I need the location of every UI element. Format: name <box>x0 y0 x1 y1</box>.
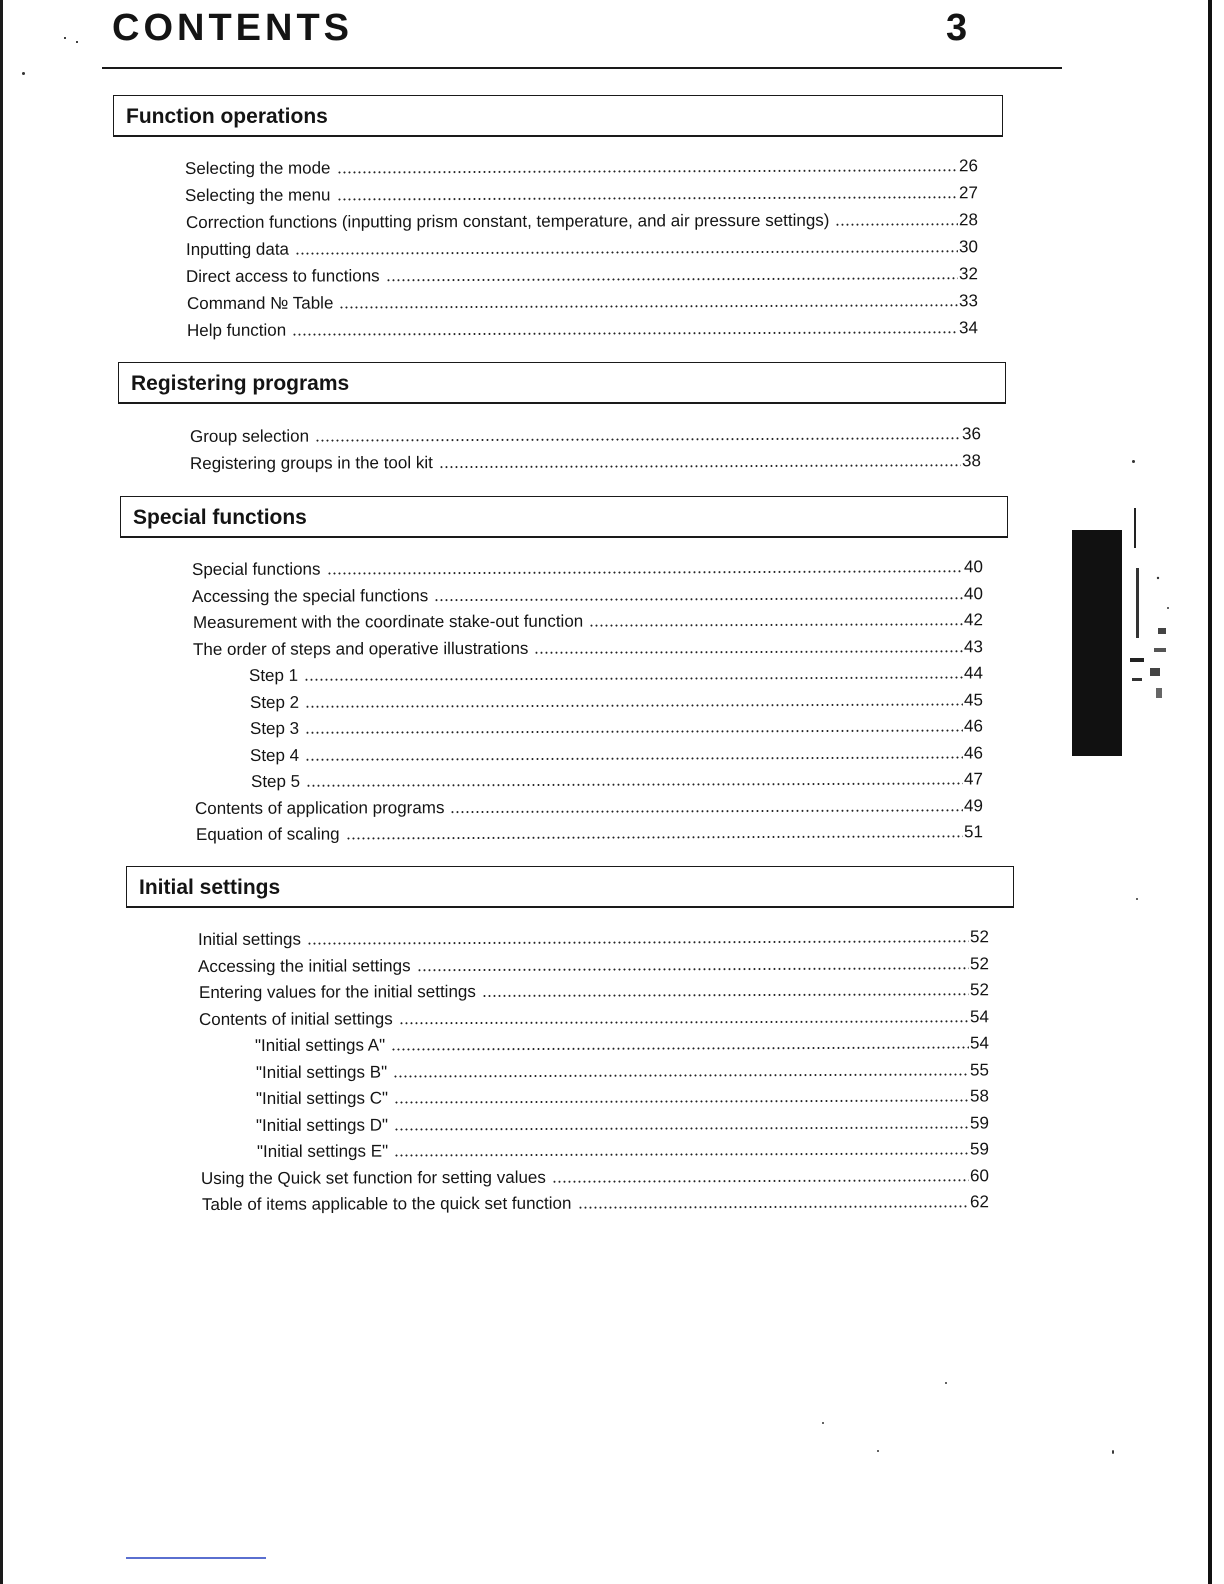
section-thumb-tab <box>1072 530 1122 756</box>
toc-entry-page: 62 <box>969 1192 989 1212</box>
toc-entry-label: Help function <box>186 320 287 340</box>
scan-speck <box>22 72 25 75</box>
toc-entry[interactable] <box>198 924 989 951</box>
toc-entry-page: 33 <box>958 291 978 311</box>
toc-entry[interactable] <box>255 1030 989 1057</box>
toc-entry-label: Command № Table <box>186 293 334 313</box>
toc-entry-page: 34 <box>958 318 978 338</box>
toc-entry-label: Table of items applicable to the quick set function <box>201 1193 572 1214</box>
toc-entry-label: "Initial settings A" <box>254 1035 386 1055</box>
toc-entry-label: Correction functions (inputting prism constant, temperature, and air pressure settings) <box>185 210 830 233</box>
toc-entry[interactable] <box>256 1110 989 1137</box>
toc-entry[interactable] <box>192 581 983 608</box>
toc-entry-label: Step 5 <box>250 771 301 791</box>
section-header <box>126 866 1014 908</box>
toc-entry-label: "Initial settings E" <box>256 1141 389 1161</box>
toc-entry-label: Measurement with the coordinate stake-out function <box>192 611 584 632</box>
dot-leader <box>439 464 961 468</box>
dot-leader <box>552 1179 969 1182</box>
toc-entry-page: 58 <box>970 1086 989 1106</box>
toc-entry-label: Group selection <box>189 426 310 446</box>
toc-entry[interactable] <box>251 766 983 793</box>
header-rule <box>102 67 1062 69</box>
toc-entry[interactable] <box>186 234 978 261</box>
toc-entry-page: 36 <box>961 424 981 444</box>
dot-leader <box>337 169 959 173</box>
footer-mark <box>126 1557 266 1559</box>
toc-entry-page: 52 <box>969 954 989 974</box>
scan-speck <box>1132 460 1135 463</box>
toc-entry-page: 30 <box>958 237 978 257</box>
dot-leader <box>391 1047 969 1051</box>
toc-entry-page: 27 <box>958 183 978 203</box>
dot-leader <box>450 809 963 813</box>
toc-entry-page: 46 <box>964 716 983 736</box>
dot-leader <box>295 250 958 254</box>
toc-entry[interactable] <box>256 1083 989 1110</box>
toc-entry[interactable] <box>250 687 983 714</box>
scan-speck <box>822 1422 824 1424</box>
dot-leader <box>394 1100 969 1104</box>
toc-entry-page: 45 <box>964 690 983 710</box>
toc-entry-label: Contents of initial settings <box>198 1009 393 1029</box>
toc-entry[interactable] <box>199 977 989 1004</box>
dot-leader <box>434 597 963 601</box>
toc-entry[interactable] <box>257 1136 989 1163</box>
dot-leader <box>482 993 969 997</box>
toc-entry-page: 46 <box>964 743 983 763</box>
toc-entry[interactable] <box>193 607 983 634</box>
toc-entry-page: 47 <box>964 769 983 789</box>
scan-speck <box>1112 1450 1114 1454</box>
toc-entry-label: "Initial settings C" <box>255 1088 389 1108</box>
section-title: Initial settings <box>139 876 281 899</box>
scan-edge-right <box>1208 0 1212 1584</box>
dot-leader <box>339 304 958 308</box>
scan-speck <box>945 1382 947 1384</box>
toc-entry-label: Step 1 <box>248 665 299 685</box>
toc-entry[interactable] <box>199 1004 989 1031</box>
toc-entry-page: 52 <box>969 980 989 1000</box>
toc-entry-page: 42 <box>963 610 983 630</box>
toc-entry-label: Inputting data <box>185 239 290 259</box>
toc-entry[interactable] <box>190 421 981 448</box>
toc-entry-label: Equation of scaling <box>195 824 340 844</box>
toc-entry-page: 55 <box>970 1060 989 1080</box>
page-title: CONTENTS <box>112 7 353 49</box>
toc-entry[interactable] <box>250 740 983 767</box>
toc-entry[interactable] <box>185 153 978 180</box>
toc-entry[interactable] <box>185 180 978 207</box>
toc-entry-label: Using the Quick set function for setting values <box>200 1167 546 1188</box>
dot-leader <box>417 967 969 971</box>
dot-leader <box>399 1020 969 1024</box>
toc-entry-page: 52 <box>969 927 989 947</box>
toc-entry-page: 40 <box>963 557 983 577</box>
dot-leader <box>394 1127 969 1131</box>
scan-edge-left <box>0 0 3 1584</box>
toc-entry-label: Initial settings <box>197 929 301 949</box>
toc-entry-label: "Initial settings B" <box>255 1062 388 1082</box>
toc-entry[interactable] <box>195 793 983 820</box>
toc-entry-page: 32 <box>958 264 978 284</box>
toc-entry-page: 43 <box>963 637 983 657</box>
section-header <box>113 95 1003 137</box>
toc-entry-label: Registering groups in the tool kit <box>189 453 433 473</box>
dot-leader <box>577 1205 969 1208</box>
dot-leader <box>292 331 958 335</box>
scan-mark: · <box>62 27 68 47</box>
toc-entry-label: Entering values for the initial settings <box>198 982 476 1002</box>
toc-entry[interactable] <box>190 448 981 475</box>
section-title: Special functions <box>133 506 307 529</box>
toc-entry[interactable] <box>201 1163 989 1190</box>
dot-leader <box>305 704 963 708</box>
toc-entry-label: "Initial settings D" <box>255 1115 389 1135</box>
toc-entry-page: 38 <box>961 451 981 471</box>
section-title: Function operations <box>126 105 328 128</box>
toc-entry-label: The order of steps and operative illustrations <box>192 638 529 659</box>
section-title: Registering programs <box>131 372 350 395</box>
dot-leader <box>305 757 963 761</box>
dot-leader <box>307 940 969 944</box>
toc-entry-label: Step 4 <box>249 745 300 765</box>
scan-noise <box>1128 508 1178 738</box>
dot-leader <box>589 623 963 626</box>
toc-entry-page: 28 <box>958 210 978 230</box>
section-header <box>120 496 1008 538</box>
dot-leader <box>534 650 963 654</box>
dot-leader <box>306 783 963 787</box>
dot-leader <box>315 437 961 441</box>
scan-mark: · <box>74 31 80 51</box>
dot-leader <box>346 835 963 839</box>
toc-entry-label: Contents of application programs <box>194 798 445 818</box>
toc-entry-page: 51 <box>963 822 983 842</box>
toc-entry-label: Step 3 <box>249 718 300 738</box>
toc-entry[interactable] <box>256 1057 989 1084</box>
toc-entry-label: Special functions <box>191 559 321 579</box>
scan-speck <box>1136 898 1138 900</box>
toc-entry-label: Selecting the mode <box>184 158 331 179</box>
toc-entry[interactable] <box>193 634 983 661</box>
toc-entry[interactable] <box>192 554 983 581</box>
toc-entry-page: 26 <box>958 156 978 176</box>
toc-entry[interactable] <box>198 951 989 978</box>
toc-entry[interactable] <box>187 288 978 315</box>
toc-entry[interactable] <box>202 1189 989 1216</box>
dot-leader <box>835 223 958 225</box>
page-number: 3 <box>946 7 968 49</box>
toc-entry-page: 54 <box>969 1007 989 1027</box>
dot-leader <box>304 677 963 681</box>
toc-entry-page: 59 <box>970 1139 989 1159</box>
scan-speck <box>877 1450 879 1452</box>
toc-entry-page: 40 <box>963 584 983 604</box>
toc-entry-label: Accessing the special functions <box>191 586 429 606</box>
toc-entry-label: Selecting the menu <box>184 185 331 206</box>
toc-entry[interactable] <box>249 660 983 687</box>
dot-leader <box>327 570 964 574</box>
toc-entry-page: 54 <box>970 1033 989 1053</box>
toc-entry-page: 60 <box>969 1166 989 1186</box>
toc-entry[interactable] <box>186 261 978 288</box>
dot-leader <box>305 730 963 734</box>
dot-leader <box>337 196 959 200</box>
toc-entry-page: 44 <box>964 663 983 683</box>
section-header <box>118 362 1006 404</box>
dot-leader <box>393 1074 969 1078</box>
toc-entry-label: Accessing the initial settings <box>197 956 411 976</box>
toc-entry[interactable] <box>187 315 978 342</box>
toc-entry[interactable] <box>196 819 983 846</box>
toc-entry[interactable] <box>186 207 978 234</box>
dot-leader <box>386 277 958 281</box>
toc-entry[interactable] <box>250 713 983 740</box>
toc-entry-label: Step 2 <box>249 692 300 712</box>
toc-entry-label: Direct access to functions <box>185 266 380 286</box>
dot-leader <box>394 1153 969 1157</box>
toc-entry-page: 49 <box>963 796 983 816</box>
toc-entry-page: 59 <box>970 1113 989 1133</box>
